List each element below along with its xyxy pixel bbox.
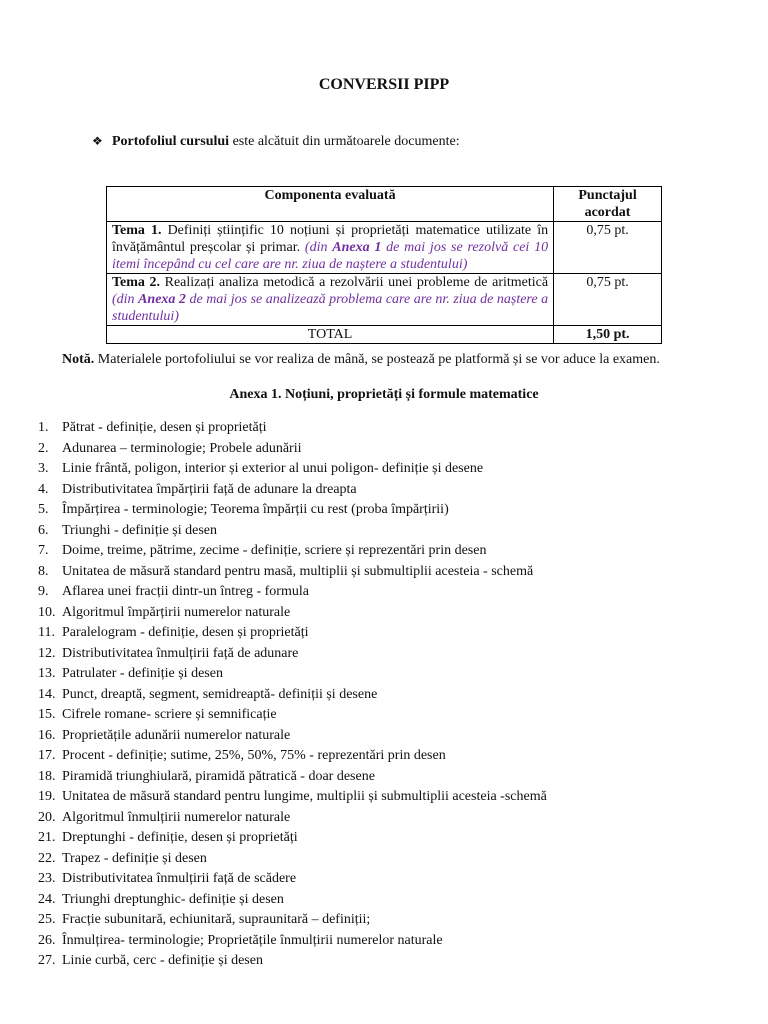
list-item (38, 480, 547, 501)
list-item-number: 23. (38, 871, 56, 886)
table-row (107, 274, 662, 326)
row-component-cell (107, 274, 554, 326)
list-item-number: 7. (38, 543, 49, 558)
header-points: Punctajul acordat (554, 187, 662, 222)
row-note-prefix: (din (304, 240, 333, 255)
list-item-number: 2. (38, 440, 49, 456)
list-item-text: Unitatea de măsură standard pentru lungime, multiplii și submultiplii acesteia -schemă (62, 789, 547, 804)
row-label: Tema 2. (112, 275, 161, 290)
list-item (38, 910, 547, 931)
list-item (38, 828, 547, 849)
list-item (38, 439, 547, 460)
list-item (38, 603, 547, 624)
list-item-number: 5. (38, 502, 49, 517)
list-item-number: 18. (38, 768, 56, 784)
list-item-text: Paralelogram - definiție, desen și proprietăți (62, 625, 309, 640)
list-item (38, 685, 547, 706)
list-item-text: Patrulater - definiție și desen (62, 666, 223, 681)
list-item (38, 726, 547, 747)
row-points: 0,75 pt. (554, 274, 662, 326)
list-item-number: 17. (38, 748, 56, 763)
list-item (38, 644, 547, 665)
list-item-text: Împărțirea - terminologie; Teorema împărții cu rest (proba împărțirii) (62, 502, 449, 517)
list-item-text: Doime, treime, pătrime, zecime - definiție, scriere și reprezentări prin desen (62, 543, 487, 558)
list-item-text: Dreptunghi - definiție, desen și proprietăți (62, 830, 298, 845)
table-header-row (107, 187, 662, 222)
list-item (38, 705, 547, 726)
list-item-number: 1. (38, 420, 49, 435)
list-item-number: 24. (38, 891, 56, 907)
list-item-number: 20. (38, 809, 56, 825)
total-label: TOTAL (107, 326, 554, 344)
note-text: Materialele portofoliului se vor realiza de mână, se postează pe platformă și se vor aduce la examen. (94, 352, 660, 367)
total-points: 1,50 pt. (554, 326, 662, 344)
annex-items-list (38, 418, 547, 972)
list-item-number: 25. (38, 912, 56, 927)
evaluation-table (106, 186, 662, 344)
list-item-number: 15. (38, 707, 56, 722)
list-item (38, 849, 547, 870)
list-item-text: Trapez - definiție și desen (62, 850, 207, 866)
list-item-number: 8. (38, 563, 49, 579)
list-item-text: Unitatea de măsură standard pentru masă, multiplii și submultiplii acesteia - schemă (62, 563, 534, 579)
total-row (107, 326, 662, 344)
list-item (38, 767, 547, 788)
list-item-text: Pătrat - definiție, desen și proprietăți (62, 420, 267, 435)
list-item-number: 12. (38, 645, 56, 661)
row-label: Tema 1. (112, 223, 162, 238)
note-label: Notă. (62, 352, 95, 367)
header-component: Componenta evaluată (107, 187, 554, 222)
list-item (38, 890, 547, 911)
list-item (38, 418, 547, 439)
list-item (38, 582, 547, 603)
note-paragraph (62, 351, 660, 369)
list-item (38, 562, 547, 583)
list-item-text: Linie frântă, poligon, interior și exterior al unui poligon- definiție și desene (62, 461, 484, 476)
row-note-suffix: de mai jos se analizează problema care are nr. ziua de naștere a studentului) (112, 292, 549, 324)
list-item (38, 541, 547, 562)
row-text: Definiți științific 10 noțiuni și proprietăți matematice utilizate în învățământul preșcolar și primar. (112, 223, 549, 255)
list-item-text: Punct, dreaptă, segment, semidreaptă- definiții și desene (62, 686, 378, 702)
list-item-number: 13. (38, 666, 56, 681)
list-item (38, 869, 547, 890)
list-item-number: 26. (38, 932, 56, 948)
list-item-number: 27. (38, 953, 56, 968)
intro-line (92, 132, 460, 151)
list-item (38, 459, 547, 480)
list-item (38, 951, 547, 972)
list-item-text: Distributivitatea înmulțirii față de scădere (62, 871, 297, 886)
list-item-text: Procent - definiție; sutime, 25%, 50%, 75% - reprezentări prin desen (62, 748, 446, 763)
list-item-text: Cifrele romane- scriere și semnificație (62, 707, 277, 722)
list-item-text: Fracție subunitară, echiunitară, supraunitară – definiții; (62, 912, 371, 927)
row-note-bold: Anexa 1 (332, 240, 382, 255)
row-note (112, 292, 548, 324)
list-item-number: 4. (38, 481, 49, 497)
row-note-suffix: de mai jos se rezolvă cei 10 itemi începând cu cel care are nr. ziua de naștere a studentului) (112, 240, 549, 272)
list-item-text: Linie curbă, cerc - definiție și desen (62, 953, 263, 968)
list-item-number: 21. (38, 830, 56, 845)
list-item-number: 16. (38, 727, 56, 743)
row-note-bold: Anexa 2 (138, 292, 186, 307)
intro-text: este alcătuit din următoarele documente: (229, 134, 460, 149)
list-item-number: 22. (38, 850, 56, 866)
list-item-number: 14. (38, 686, 56, 702)
intro-bold-text: Portofoliul cursului (112, 134, 230, 149)
list-item-text: Aflarea unei fracții dintr-un întreg - formula (62, 584, 309, 599)
list-item-text: Adunarea – terminologie; Probele adunării (62, 440, 302, 456)
row-points: 0,75 pt. (554, 222, 662, 274)
page-title: CONVERSII PIPP (318, 76, 450, 93)
list-item-number: 11. (38, 625, 55, 640)
table-row (107, 222, 662, 274)
list-item-text: Algoritmul înmulțirii numerelor naturale (62, 809, 291, 825)
list-item-text: Piramidă triunghiulară, piramidă pătratică - doar desene (62, 768, 375, 784)
list-item-number: 19. (38, 789, 56, 804)
list-item (38, 808, 547, 829)
row-note-prefix: (din (112, 292, 139, 307)
list-item (38, 931, 547, 952)
list-item (38, 521, 547, 542)
list-item (38, 664, 547, 685)
list-item (38, 746, 547, 767)
list-item-text: Distributivitatea împărțirii față de adunare la dreapta (62, 481, 357, 497)
list-item (38, 623, 547, 644)
list-item-number: 10. (38, 604, 56, 620)
annex-title: Anexa 1. Noțiuni, proprietăți și formule matematice (229, 387, 539, 402)
list-item-number: 6. (38, 522, 49, 538)
list-item-number: 9. (38, 584, 49, 599)
row-component-cell (107, 222, 554, 274)
list-item-text: Triunghi - definiție și desen (62, 522, 218, 538)
list-item-text: Triunghi dreptunghic- definiție și desen (62, 891, 284, 907)
row-text: Realizați analiza metodică a rezolvării unei probleme de aritmetică (160, 275, 549, 290)
list-item-text: Distributivitatea înmulțirii față de adunare (62, 645, 299, 661)
list-item-text: Algoritmul împărțirii numerelor naturale (62, 604, 291, 620)
list-item (38, 787, 547, 808)
list-item-number: 3. (38, 461, 49, 476)
diamond-bullet-icon: ❖ (92, 134, 103, 148)
list-item (38, 500, 547, 521)
list-item-text: Înmulțirea- terminologie; Proprietățile înmulțirii numerelor naturale (62, 932, 443, 948)
list-item-text: Proprietățile adunării numerelor naturale (62, 727, 291, 743)
